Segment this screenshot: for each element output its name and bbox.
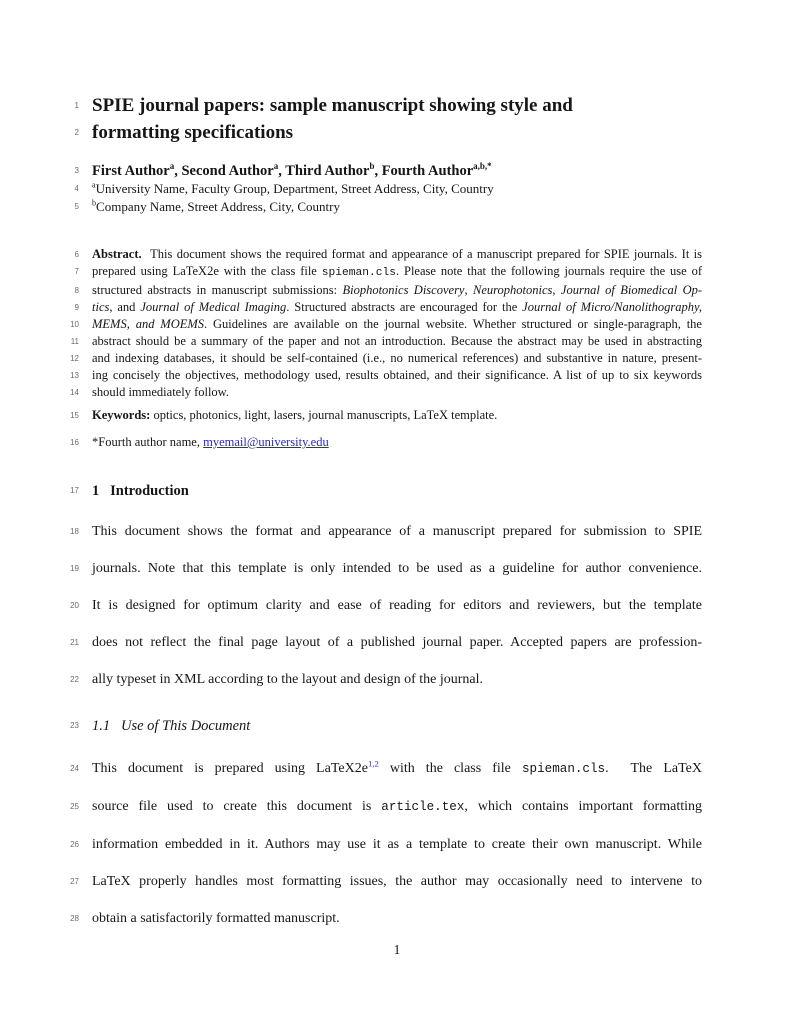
text-segment: , Second Author <box>174 163 274 179</box>
text-segment: 1.1 Use of This Document <box>92 718 251 734</box>
text-segment: This document is prepared using LaTeX2e <box>92 761 368 776</box>
text-segment: MEMS, and MOEMS <box>92 317 205 331</box>
text-segment: , <box>464 283 473 297</box>
text-segment: *Fourth author name, <box>92 435 204 449</box>
text-segment: It is designed for optimum clarity and ease of reading for editors and reviewers, but the template <box>92 598 702 613</box>
doc-line-20 <box>70 587 702 624</box>
text-segment: SPIE journal papers: sample manuscript showing style and <box>92 95 573 116</box>
text-segment: Keywords: <box>92 408 151 422</box>
line-number: 13 <box>70 371 79 380</box>
keywords-line <box>70 407 702 424</box>
text-segment: a,b,* <box>473 161 492 172</box>
line-number: 15 <box>70 411 79 420</box>
line-number: 16 <box>70 438 79 447</box>
doc-line-19 <box>70 550 702 587</box>
text-segment: structured abstracts in manuscript submissions: <box>92 283 343 297</box>
text-segment: Biophotonics Discovery <box>342 283 465 297</box>
text-segment: , which contains important formatting <box>464 799 702 814</box>
text-segment: article.tex <box>381 800 465 814</box>
text-segment: obtain a satisfactorily formatted manuscript. <box>92 911 340 926</box>
text-segment: does not reflect the final page layout of a published journal paper. Accepted papers are profession- <box>92 635 702 650</box>
text-segment: Journal of Micro/Nanolithography, <box>522 300 702 314</box>
doc-line-26 <box>70 826 702 863</box>
subsection-heading-use-of-this-document <box>70 716 702 736</box>
intro-paragraph <box>70 513 702 698</box>
line-number: 3 <box>74 166 79 175</box>
line-number: 21 <box>70 638 79 647</box>
doc-line-25 <box>70 788 702 826</box>
page-number: 1 <box>393 942 401 957</box>
line-number: 10 <box>70 320 79 329</box>
line-number: 7 <box>74 267 79 276</box>
doc-line-21 <box>70 624 702 661</box>
line-number: 22 <box>70 675 79 684</box>
text-segment: , Fourth Author <box>374 163 474 179</box>
line-number: 17 <box>70 486 79 495</box>
doc-line-6 <box>74 246 702 263</box>
text-segment: with the class file <box>378 761 522 776</box>
doc-line-15 <box>70 407 702 424</box>
text-segment: tics <box>92 300 110 314</box>
section-heading-introduction <box>70 481 702 501</box>
text-segment: First Author <box>92 163 170 179</box>
doc-line-3 <box>74 161 702 180</box>
line-number: 1 <box>74 101 79 110</box>
text-segment: 1 Introduction <box>92 483 189 499</box>
text-segment: This document shows the required format and appearance of a manuscript prepared for SPIE journals. It is <box>141 247 702 261</box>
line-number: 11 <box>70 337 79 346</box>
text-segment: LaTeX properly handles most formatting issues, the author may occasionally need to intervene to <box>92 874 702 889</box>
text-segment: abstract should be a summary of the paper and not an introduction. Because the abstract may be used in abstracting <box>92 334 702 348</box>
text-segment: . Please note that the following journals require the use of <box>396 264 703 278</box>
line-number: 9 <box>74 303 79 312</box>
doc-line-14 <box>70 384 702 401</box>
text-segment: journals. Note that this template is only intended to be used as a guideline for author convenience. <box>92 561 702 576</box>
text-segment: Abstract. <box>92 247 142 261</box>
paper-title <box>74 92 702 146</box>
text-segment: prepared using LaTeX2e with the class file <box>92 264 322 278</box>
line-number: 23 <box>70 721 79 730</box>
line-number: 28 <box>70 914 79 923</box>
text-segment: formatting specifications <box>92 122 294 143</box>
abstract <box>70 246 703 401</box>
doc-line-23 <box>70 716 702 736</box>
text-segment: spieman.cls <box>321 267 396 279</box>
text-segment: optics, photonics, light, lasers, journal manuscripts, LaTeX template. <box>150 408 498 422</box>
doc-line-8 <box>74 282 703 299</box>
author-line <box>74 161 702 180</box>
text-segment: a <box>169 161 175 172</box>
citation-link[interactable]: 1,2 <box>367 758 379 769</box>
text-segment: and indexing databases, it should be self-contained (i.e., no numerical references) and substantive in nature, present- <box>92 351 702 365</box>
doc-line-1 <box>74 92 702 119</box>
text-segment: , Third Author <box>278 163 370 179</box>
line-number: 5 <box>74 201 79 211</box>
line-number: 12 <box>70 354 79 363</box>
doc-line-18 <box>70 513 702 550</box>
line-number: 27 <box>70 877 79 886</box>
text-segment: . Guidelines are available on the journal website. Whether structured or single-paragraph, the <box>204 317 702 331</box>
text-segment: should immediately follow. <box>92 385 230 399</box>
doc-line-9 <box>74 299 702 316</box>
text-segment: source file used to create this document is <box>92 799 382 814</box>
doc-line-13 <box>70 367 702 384</box>
line-number: 25 <box>70 802 79 811</box>
line-number: 2 <box>74 128 79 137</box>
doc-line-17 <box>70 481 702 501</box>
doc-line-12 <box>70 350 702 367</box>
text-segment: spieman.cls <box>521 762 606 776</box>
text-segment: , <box>552 283 561 297</box>
text-segment: Journal of Medical Imaging <box>140 300 287 314</box>
line-number: 20 <box>70 601 79 610</box>
doc-line-11 <box>70 333 702 350</box>
doc-line-22 <box>70 661 702 698</box>
corresponding-author-line <box>70 434 702 451</box>
line-number: 24 <box>70 764 79 773</box>
doc-line-16 <box>70 434 702 451</box>
line-number: 19 <box>70 564 79 573</box>
text-segment: a <box>273 161 279 172</box>
text-segment: ing concisely the objectives, methodology used, results obtained, and their significance. A list of up to six keywords <box>92 368 702 382</box>
line-number: 26 <box>70 840 79 849</box>
text-segment: This document shows the format and appearance of a manuscript prepared for submission to SPIE <box>92 524 702 539</box>
affiliations <box>74 180 702 215</box>
email-link[interactable]: myemail@university.edu <box>203 435 329 449</box>
text-segment: b <box>369 161 375 172</box>
doc-line-27 <box>70 863 702 900</box>
doc-line-2 <box>74 119 702 146</box>
text-segment: Neurophotonics <box>473 283 553 297</box>
doc-line-10 <box>70 316 702 333</box>
doc-line-24 <box>70 750 702 788</box>
text-segment: Journal of Biomedical Op- <box>560 283 703 297</box>
line-number: 14 <box>70 388 79 397</box>
line-number: 6 <box>74 250 79 259</box>
text-segment: a <box>92 180 96 190</box>
line-number: 8 <box>74 286 79 295</box>
text-segment: . Structured abstracts are encouraged for the <box>286 300 523 314</box>
line-number: 4 <box>74 184 79 193</box>
text-segment: , and <box>109 300 141 314</box>
doc-line-28 <box>70 900 702 937</box>
doc-line-7 <box>74 263 703 282</box>
text-segment: information embedded in it. Authors may use it as a template to create their own manuscript. While <box>92 837 702 852</box>
text-segment: b <box>92 198 97 208</box>
text-segment: Company Name, Street Address, City, Country <box>96 198 340 214</box>
use-paragraph <box>70 750 702 937</box>
doc-line-5 <box>74 198 702 216</box>
text-segment: . The LaTeX <box>605 761 702 776</box>
doc-line-4 <box>74 180 702 198</box>
line-number: 18 <box>70 527 79 536</box>
text-segment: ally typeset in XML according to the layout and design of the journal. <box>92 672 483 687</box>
text-segment: University Name, Faculty Group, Department, Street Address, City, Country <box>95 181 494 196</box>
